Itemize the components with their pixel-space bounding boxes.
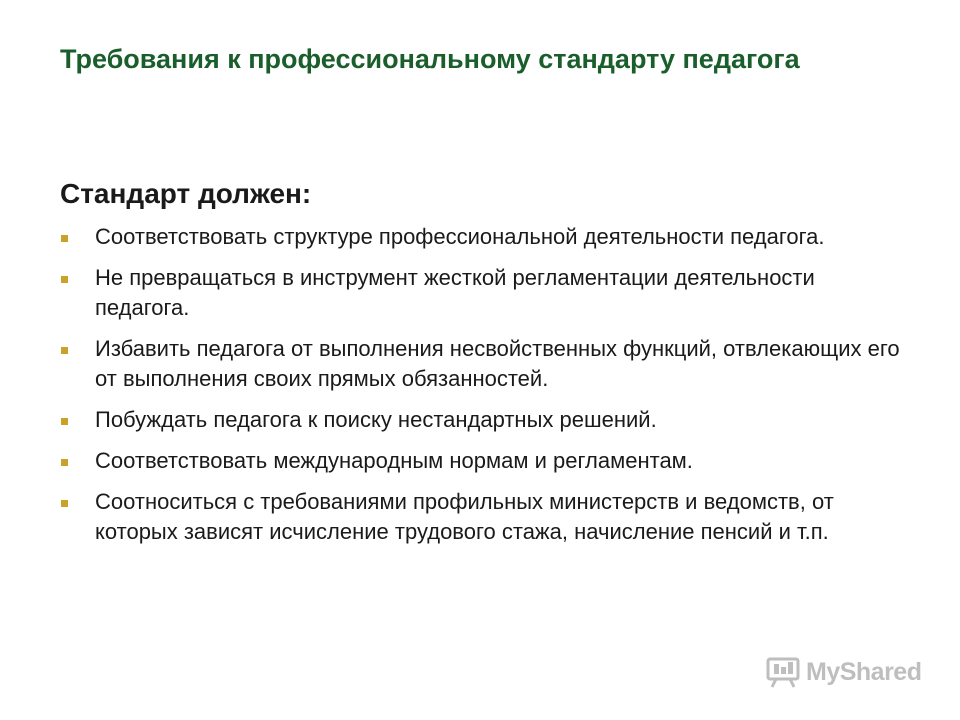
square-bullet-icon [61,418,68,425]
requirements-list [60,222,910,558]
square-bullet-icon [61,235,68,242]
list-item-text: Не превращаться в инструмент жесткой регламентации деятельности педагога. [95,265,815,320]
watermark [766,656,921,688]
list-item-text: Соотноситься с требованиями профильных министерств и ведомств, от которых зависят исчисление трудового стажа, начисление пенсий и т.п. [95,489,834,544]
list-item [60,405,910,435]
list-item [60,446,910,476]
list-item-text: Соответствовать структуре профессиональной деятельности педагога. [95,224,825,249]
slide-title: Требования к профессиональному стандарту педагога [60,44,800,74]
list-item [60,487,910,547]
list-item-text: Побуждать педагога к поиску нестандартных решений. [95,407,657,432]
square-bullet-icon [61,276,68,283]
list-item [60,263,910,323]
list-item [60,222,910,252]
list-item-text: Соответствовать международным нормам и регламентам. [95,448,693,473]
section-heading: Стандарт должен: [60,178,312,209]
square-bullet-icon [61,500,68,507]
square-bullet-icon [61,347,68,354]
list-item-text: Избавить педагога от выполнения несвойственных функций, отвлекающих его от выполнения своих прямых обязанностей. [95,336,900,391]
presentation-board-icon [766,656,800,688]
list-item [60,334,910,394]
watermark-text: MyShared [806,657,922,686]
square-bullet-icon [61,459,68,466]
